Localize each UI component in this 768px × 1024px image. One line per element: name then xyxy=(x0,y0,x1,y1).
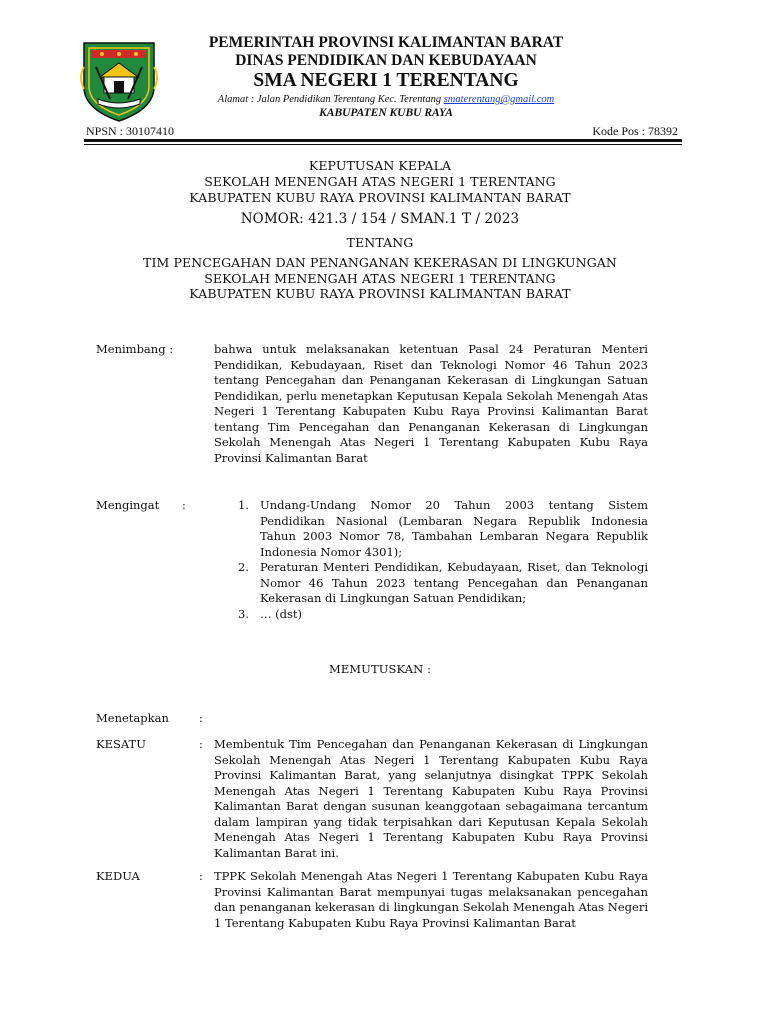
mengingat-item-number: 2. xyxy=(238,560,249,574)
decree-title: KEPUTUSAN KEPALA xyxy=(308,158,452,173)
letterhead-regency: KABUPATEN KUBU RAYA xyxy=(319,107,453,119)
kesatu-text: Membentuk Tim Pencegahan dan Penanganan Kekerasan di Lingkungan Sekolah Menengah Atas Negeri 1 Terentang Kabupaten Kubu Raya Provinsi Kalimantan Barat, yang selanjutnya disingkat TPPK Sekolah Menengah Atas Negeri 1 Terentang Kabupaten Kubu Raya Provinsi Kalimantan Barat dengan susunan keanggotaan sebagaimana tercantum dalam lampiran yang tidak terpisahkan dari Keputusan Kepala Sekolah Menengah Atas Negeri 1 Terentang Kabupaten Kubu Raya Provinsi Kalimantan Barat ini. xyxy=(214,737,648,860)
mengingat-label: Mengingat xyxy=(96,498,160,512)
decree-region: KABUPATEN KUBU RAYA PROVINSI KALIMANTAN BARAT xyxy=(189,190,571,205)
memutuskan-heading: MEMUTUSKAN : xyxy=(328,662,432,676)
menetapkan-label: Menetapkan xyxy=(96,711,169,725)
mengingat-item-text: Undang-Undang Nomor 20 Tahun 2003 tentang Sistem Pendidikan Nasional (Lembaran Negara Republik Indonesia Tahun 2003 Nomor 78, Tambahan Lembaran Negara Republik Indonesia Nomor 4301); xyxy=(260,498,648,559)
letterhead-department: DINAS PENDIDIKAN DAN KEBUDAYAAN xyxy=(235,52,537,69)
mengingat-item-text: … (dst) xyxy=(260,607,303,621)
kedua-colon: : xyxy=(199,869,203,883)
menetapkan-colon: : xyxy=(199,711,203,725)
email-link[interactable]: smaterentang@gmail.com xyxy=(443,94,555,105)
letterhead-thin-rule xyxy=(84,144,682,145)
menimbang-text: bahwa untuk melaksanakan ketentuan Pasal 24 Peraturan Menteri Pendidikan, Kebudayaan, Riset dan Teknologi Nomor 46 Tahun 2023 tentang Pencegahan dan Penanganan Kekerasan di Lingkungan Satuan Pendidikan, perlu menetapkan Keputusan Kepala Sekolah Menengah Atas Negeri 1 Terentang Kabupaten Kubu Raya Provinsi Kalimantan Barat tentang Tim Pencegahan dan Penanganan Kekerasan di Lingkungan Sekolah Menengah Atas Negeri 1 Terentang Kabupaten Kubu Raya Provinsi Kalimantan Barat xyxy=(214,342,648,465)
kesatu-label: KESATU xyxy=(96,737,146,751)
letterhead-address xyxy=(170,93,602,106)
kesatu-colon: : xyxy=(199,737,203,751)
postal-code: Kode Pos : 78392 xyxy=(592,124,678,138)
address-text: Alamat : Jalan Pendidikan Terentang Kec. Terentang xyxy=(217,94,442,105)
mengingat-item-number: 3. xyxy=(238,607,249,621)
mengingat-colon: : xyxy=(182,498,186,512)
decree-school: SEKOLAH MENENGAH ATAS NEGERI 1 TERENTANG xyxy=(204,174,556,189)
decree-subject-line2: SEKOLAH MENENGAH ATAS NEGERI 1 TERENTANG xyxy=(204,271,556,286)
letterhead-government: PEMERINTAH PROVINSI KALIMANTAN BARAT xyxy=(208,34,564,51)
npsn-number: NPSN : 30107410 xyxy=(86,124,175,138)
decree-subject-line1: TIM PENCEGAHAN DAN PENANGANAN KEKERASAN DI LINGKUNGAN xyxy=(143,255,617,270)
provincial-emblem-logo xyxy=(80,37,158,123)
decree-subject-line3: KABUPATEN KUBU RAYA PROVINSI KALIMANTAN BARAT xyxy=(189,286,571,301)
kedua-label: KEDUA xyxy=(96,869,140,883)
letterhead-school-name: SMA NEGERI 1 TERENTANG xyxy=(253,70,519,91)
decree-number: NOMOR: 421.3 / 154 / SMAN.1 T / 2023 xyxy=(240,211,520,227)
letterhead-thick-rule xyxy=(84,139,682,142)
decree-tentang: TENTANG xyxy=(346,235,414,250)
kedua-text: TPPK Sekolah Menengah Atas Negeri 1 Terentang Kabupaten Kubu Raya Provinsi Kalimantan Barat mempunyai tugas melaksanakan pencegahan dan penanganan kekerasan di lingkungan Sekolah Menengah Atas Negeri 1 Terentang Kabupaten Kubu Raya Provinsi Kalimantan Barat xyxy=(214,869,648,930)
menimbang-label: Menimbang : xyxy=(96,342,174,356)
mengingat-item-text: Peraturan Menteri Pendidikan, Kebudayaan, Riset, dan Teknologi Nomor 46 Tahun 2023 tentang Pencegahan dan Penanganan Kekerasan di Lingkungan Satuan Pendidikan; xyxy=(260,560,648,605)
mengingat-item-number: 1. xyxy=(238,498,249,512)
letterhead xyxy=(170,34,602,121)
